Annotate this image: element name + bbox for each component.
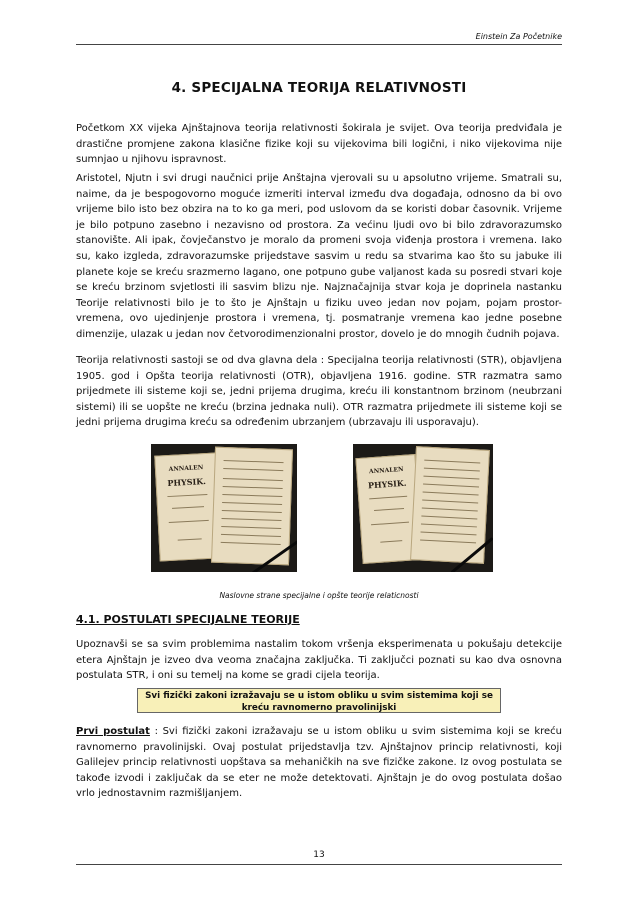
journal-photo-left xyxy=(151,444,297,572)
footer-divider xyxy=(76,864,562,865)
journal-article-right xyxy=(410,446,490,564)
section-title: 4.1. POSTULATI SPECIJALNE TEORIJE xyxy=(76,613,300,626)
paragraph-intro: Početkom XX vijeka Ajnštajnova teorija relativnosti šokirala je svijet. Ova teorija predviđala je drastične promjene zakona klasične fizike koji su vijekovima bili logični, i niko vijekovima nije sumnjao u njihovu ispravnost. xyxy=(76,123,562,166)
page-number: 13 xyxy=(313,850,325,860)
paragraph-absolute-time: Aristotel, Njutn i svi drugi naučnici prije Anštajna vjerovali su u apsolutno vrijeme. Smatrali su, naime, da je bespogovorno moguće izmeriti interval između dva događaja, odnosno da bi ovo vrijeme bilo isto bez obzira na to ko ga meri, pod uslovom da se koristi dobar časovnik. Vrijeme je bilo potpuno zasebno i nezavisno od prostora. Za većinu ljudi ovo bi bilo zdravorazumsko stanovište. Ali ipak, čovječanstvo je moralo da promeni svoja viđenja prostora i vremena. Iako su, kako izgleda, zdravorazumske prijedstave sasvim u redu sa stvarima kao što su jabuke ili planete koje se kreću srazmerno lagano, one potpuno gube valjanost kada su posredi stvari koje se kreću brzinom svjetlosti ili sasvim blizu nje. Najznačajnija stvar koja je doprinela nastanku Teorije relativnosti bilo je to što je Ajnštajn u fiziku uveo jedan nov pojam, pojam prostor-vremena, ovo ujedinjenje prostora i vremena, tj. posmatranje vremena kao jedne posebne dimenzije, ulazak u jedan nov četvorodimenzionalni prostor, dovelo je do mnogih čudnih pojava. xyxy=(76,173,562,340)
first-postulate-text: : Svi fizički zakoni izražavaju se u istom obliku u svim sistemima koji se kreću ravnomerno pravolinijski. Ovaj postulat prijedstavlja tzv. Ajnštajnov princip relativnosti, koji Galilejev princip relativnosti uopštava sa mehaničkih na sve fizičke zakone. Iz ovog postulata se takođe izvodi i zaključak da se eter ne može detektovati. Ajnštajn je do ovog postulata došao vrlo jednostavnim razmišljanjem. xyxy=(76,726,562,800)
paragraph-theory-parts: Teorija relativnosti sastoji se od dva glavna dela : Specijalna teorija relativnosti (STR), objavljena 1905. god i Opšta teorija relativnosti (OTR), objavljena 1916. godine. STR razmatra samo prijedmete ili sisteme koji se, jedni prijema drugima, kreću ili konstantnom brzinom (neubrzani sistemi) ili se uopšte ne kreću (brzina jednaka nuli). OTR razmatra prijedmete ili sisteme koji se jedni prijema drugima kreću sa određenim ubrzanjem (ubrzavaju ili usporavaju). xyxy=(76,355,562,429)
journal-photo-right xyxy=(353,444,493,572)
journal-title-line1: ANNALEN xyxy=(168,464,204,473)
journal-title-line1: ANNALEN xyxy=(368,465,404,476)
chapter-title: 4. SPECIJALNA TEORIJA RELATIVNOSTI xyxy=(171,80,467,96)
running-header: Einstein Za Početnike xyxy=(475,32,562,41)
highlighted-postulate-box: Svi fizički zakoni izražavaju se u istom obliku u svim sistemima koji se kreću ravnomerno pravolinijski xyxy=(137,688,501,713)
paragraph-section-intro: Upoznavši se sa svim problemima nastalim tokom vršenja eksperimenata u pokušaju detekcije etera Ajnštajn je izveo dva veoma značajna zaključka. Ti zaključci poznati su kao dva osnovna postulata STR, i oni su temelj na kome se gradi cijela teorija. xyxy=(76,639,562,682)
figure-caption: Naslovne strane specijalne i opšte teorije relaticnosti xyxy=(219,591,419,600)
first-postulate-label: Prvi postulat xyxy=(76,726,150,737)
journal-article-left xyxy=(211,447,293,566)
journal-title-line2: PHYSIK. xyxy=(367,477,407,491)
paragraph-first-postulate xyxy=(76,724,562,802)
header-divider xyxy=(76,44,562,45)
journal-title-line2: PHYSIK. xyxy=(167,476,207,489)
